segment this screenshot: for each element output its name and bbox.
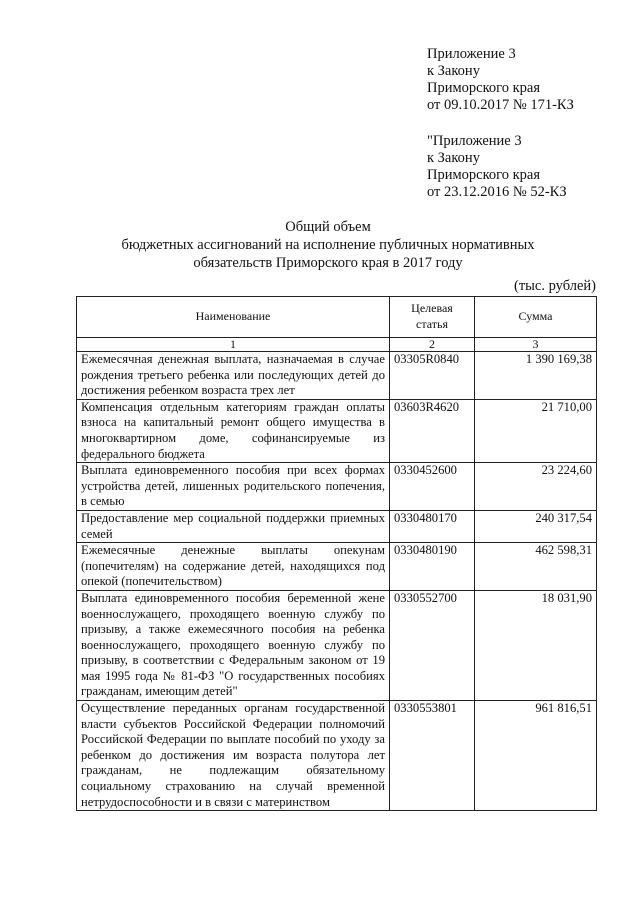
row-name: Выплата единовременного пособия беременной жене военнослужащего, проходящего военную службу по призыву, а также ежемесячного пособия на ребенка военнослужащего, проходящего военную службу по призыву, в соответствии с Федеральным законом от 19 мая 1995 года № 81-ФЗ "О государственных пособиях гражданам, имеющим детей" — [77, 590, 390, 700]
row-sum: 462 598,31 — [475, 543, 597, 591]
row-name: Ежемесячные денежные выплаты опекунам (попечителям) на содержание детей, находящихся под опекой (попечительством) — [77, 543, 390, 591]
row-sum: 23 224,60 — [475, 463, 597, 511]
table-row — [77, 543, 597, 591]
appendix-current-line-1: Приложение 3 — [427, 46, 516, 62]
row-code: 0330452600 — [390, 463, 475, 511]
header-code: Целевая статья — [390, 297, 475, 338]
document-title — [60, 218, 596, 272]
row-sum: 240 317,54 — [475, 510, 597, 542]
appendix-current-block — [427, 46, 627, 114]
row-name: Компенсация отдельным категориям граждан оплаты взноса на капитальный ремонт общего имущества в многоквартирном доме, софинансируемые из федерального бюджета — [77, 399, 390, 462]
table-row — [77, 463, 597, 511]
table-row — [77, 701, 597, 811]
row-code: 0330480170 — [390, 510, 475, 542]
units-label: (тыс. рублей) — [514, 278, 596, 294]
title-line-2: бюджетных ассигнований на исполнение публичных нормативных — [121, 237, 535, 253]
table-header-row — [77, 297, 597, 338]
row-code: 0330552700 — [390, 590, 475, 700]
appendix-current-line-2: к Закону — [427, 63, 480, 79]
row-sum: 21 710,00 — [475, 399, 597, 462]
table-row — [77, 510, 597, 542]
column-number-1: 1 — [77, 338, 390, 352]
row-sum: 18 031,90 — [475, 590, 597, 700]
appendix-previous-line-1: "Приложение 3 — [427, 133, 522, 149]
appendix-previous-line-2: к Закону — [427, 150, 480, 166]
row-sum: 1 390 169,38 — [475, 352, 597, 400]
row-name: Осуществление переданных органам государственной власти субъектов Российской Федерации полномочий Российской Федерации по выплате пособий по уходу за ребенком до достижения им возраста полутора лет гражданам, не подлежащим обязательному социальному страхованию на случай временной нетрудоспособности и в связи с материнством — [77, 701, 390, 811]
row-code: 03603R4620 — [390, 399, 475, 462]
header-sum: Сумма — [475, 297, 597, 338]
column-number-3: 3 — [475, 338, 597, 352]
title-line-1: Общий объем — [285, 219, 371, 235]
row-name: Ежемесячная денежная выплата, назначаемая в случае рождения третьего ребенка или последующих детей до достижения ребенком возраста трех лет — [77, 352, 390, 400]
row-sum: 961 816,51 — [475, 701, 597, 811]
appendix-current-line-3: Приморского края — [427, 80, 541, 96]
column-number-2: 2 — [390, 338, 475, 352]
row-code: 0330553801 — [390, 701, 475, 811]
title-line-3: обязательств Приморского края в 2017 году — [193, 255, 463, 271]
table-row — [77, 590, 597, 700]
appendix-previous-line-3: Приморского края — [427, 167, 541, 183]
row-name: Предоставление мер социальной поддержки приемных семей — [77, 510, 390, 542]
table-row — [77, 352, 597, 400]
table-row — [77, 399, 597, 462]
appendix-previous-line-4: от 23.12.2016 № 52-КЗ — [427, 184, 567, 200]
row-code: 0330480190 — [390, 543, 475, 591]
appendix-current-line-4: от 09.10.2017 № 171-КЗ — [427, 97, 574, 113]
column-number-row — [77, 338, 597, 352]
header-name: Наименование — [77, 297, 390, 338]
row-code: 03305R0840 — [390, 352, 475, 400]
appendix-previous-block — [427, 133, 627, 201]
budget-table — [76, 296, 597, 811]
row-name: Выплата единовременного пособия при всех формах устройства детей, лишенных родительского попечения, в семью — [77, 463, 390, 511]
